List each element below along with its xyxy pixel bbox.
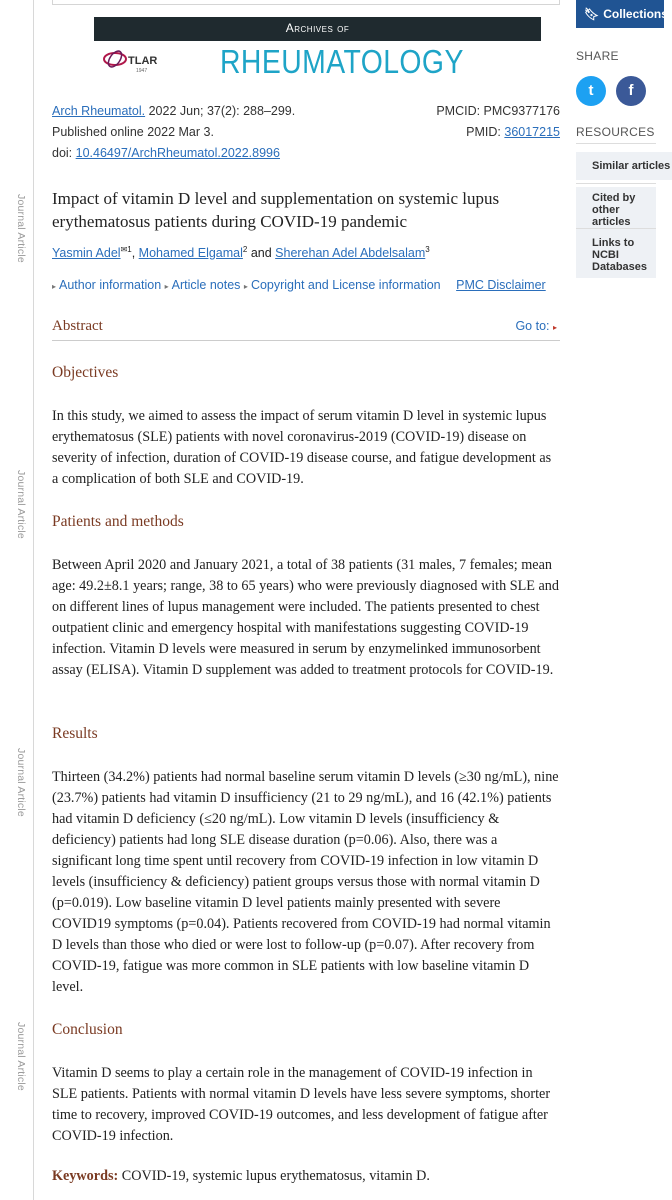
- left-rail: [0, 0, 36, 1200]
- pmid-link[interactable]: 36017215: [504, 125, 560, 139]
- section-heading-methods: Patients and methods: [52, 513, 184, 530]
- journal-link[interactable]: Arch Rheumatol.: [52, 104, 146, 118]
- section-heading-results: Results: [52, 725, 98, 742]
- author-affiliation[interactable]: ✉1: [120, 245, 132, 254]
- sidebar-divider: [576, 183, 656, 184]
- similar-articles-item[interactable]: Similar articles: [576, 152, 672, 180]
- section-text-conclusion: Vitamin D seems to play a certain role in the management of COVID-19 infection in SLE patients. Patients with normal vitamin D levels have less severe symptoms, shorter time to recovery, improved COVID-19 outcomes, and less development of fatigue after COVID-19 infection.: [52, 1065, 551, 1144]
- resources-heading: RESOURCES: [576, 125, 655, 139]
- share-heading: SHARE: [576, 49, 619, 63]
- article-info-links: [52, 278, 546, 292]
- section-text-methods: Between April 2020 and January 2021, a total of 38 patients (31 males, 7 females; mean age: 49.2±8.1 years; range, 38 to 65 years) who were previously diagnosed with SLE and on different lines of lupus management were included. The patients presented to chest outpatient clinic and emergency hospital with manifestations suggesting COVID-19 infection. Vitamin D levels were measured in serum by enzymelinked immunosorbent assay (ELISA). Vitamin D supplement was added to treatment protocols for COVID-19.: [52, 557, 559, 678]
- published-date: Published online 2022 Mar 3.: [52, 125, 214, 139]
- pmid-line: [466, 125, 560, 139]
- rail-label: Journal Article: [15, 748, 27, 817]
- author-link[interactable]: Yasmin Adel: [52, 246, 121, 261]
- logo-archives-text: Archives of: [285, 21, 350, 35]
- citation-line: [52, 104, 295, 118]
- tlar-year: 1947: [136, 68, 148, 74]
- expand-icon: ▸: [243, 282, 248, 291]
- collections-label: Collections: [603, 7, 668, 21]
- logo-title: RHEUMATOLOGY: [220, 43, 464, 80]
- goto-arrow-icon: ▸: [552, 323, 557, 332]
- article-title: Impact of vitamin D level and supplementation on systemic lupus erythematosus patients during COVID-19 pandemic: [52, 189, 500, 231]
- journal-logo[interactable]: [94, 17, 541, 81]
- copyright-link[interactable]: Copyright and License information: [250, 278, 441, 292]
- doi-link[interactable]: 10.46497/ArchRheumatol.2022.8996: [75, 146, 280, 160]
- sidebar-divider: [576, 228, 656, 229]
- tlar-text: TLAR: [128, 55, 158, 67]
- section-text-objectives: In this study, we aimed to assess the impact of serum vitamin D level in systemic lupus erythematosus (SLE) patients with novel coronavirus-2019 (COVID-19) disease on severity of infection, duration of COVID-19 disease course, and fatigue development as a complication of both SLE and COVID-19.: [52, 408, 552, 487]
- abstract-header: [52, 318, 560, 341]
- goto-menu[interactable]: [515, 319, 560, 333]
- sidebar-divider: [576, 143, 656, 144]
- author-link[interactable]: Sherehan Adel Abdelsalam: [275, 246, 426, 261]
- author-affiliation[interactable]: 2: [242, 245, 248, 254]
- cited-by-item[interactable]: Cited by other articles: [576, 187, 656, 233]
- doi-label: doi:: [52, 146, 76, 160]
- keywords-text: COVID-19, systemic lupus erythematosus, vitamin D.: [118, 1168, 430, 1184]
- author-link[interactable]: Mohamed Elgamal: [138, 246, 243, 261]
- tlar-logo: [102, 47, 162, 77]
- article-notes-link[interactable]: Article notes: [171, 278, 241, 292]
- rail-label: Journal Article: [15, 470, 27, 539]
- author-list: Yasmin Adel$^{✉1}$, Mohamed Elgamal$^2$ and Sherehan Adel Abdelsalam$^3$: [52, 245, 430, 261]
- ncbi-links-item[interactable]: Links to NCBI Databases: [576, 232, 656, 278]
- section-heading-objectives: Objectives: [52, 364, 119, 381]
- pmcid: PMCID: PMC9377176: [436, 104, 560, 118]
- doi-line: [52, 146, 280, 160]
- section-heading-conclusion: Conclusion: [52, 1021, 123, 1038]
- twitter-icon: t: [588, 82, 594, 99]
- goto-label: Go to:: [515, 319, 550, 333]
- rail-divider: [33, 0, 34, 1200]
- collections-button[interactable]: [576, 0, 668, 28]
- rail-label: Journal Article: [15, 1022, 27, 1091]
- author-affiliation[interactable]: 3: [425, 245, 430, 254]
- pmid-label: PMID:: [466, 125, 505, 139]
- keywords-label: Keywords:: [52, 1168, 119, 1184]
- facebook-share-button[interactable]: [616, 76, 646, 106]
- author-info-link[interactable]: Author information: [59, 278, 162, 292]
- issue-text: 2022 Jun; 37(2): 288–299.: [145, 104, 296, 118]
- banner-frame: [52, 0, 560, 5]
- pmc-disclaimer-link[interactable]: PMC Disclaimer: [456, 278, 546, 292]
- rail-label: Journal Article: [15, 194, 27, 263]
- expand-icon: ▸: [164, 282, 169, 291]
- bookmark-icon: 🔖︎: [584, 7, 600, 21]
- section-text-results: Thirteen (34.2%) patients had normal baseline serum vitamin D levels (≥30 ng/mL), nine (23.7%) patients had vitamin D insufficiency (21 to 29 ng/mL), and 16 (42.1%) patients had vitamin D deficiency (≤20 ng/mL). Low vitamin D levels (insufficiency & deficiency) patients had long SLE disease duration (p=0.06). Also, there was a significant long time spent until recovery from COVID-19 infection in low vitamin D levels (insufficiency & deficiency) patient groups versus those with normal vitamin D (p=0.019). Low baseline vitamin D level patients mainly presented with severe COVID19 symptoms (p=0.04). Patients recovered from COVID-19 had normal vitamin D levels than those who died or were lost to follow-up (p=0.07). After recovery from COVID-19, fatigue was more common in SLE patients with low baseline vitamin D level.: [52, 769, 559, 995]
- twitter-share-button[interactable]: [576, 76, 606, 106]
- facebook-icon: f: [628, 82, 634, 99]
- expand-icon: ▸: [52, 282, 57, 291]
- abstract-heading: Abstract: [52, 318, 103, 334]
- author-and: and: [247, 246, 276, 261]
- keywords: [52, 1168, 430, 1185]
